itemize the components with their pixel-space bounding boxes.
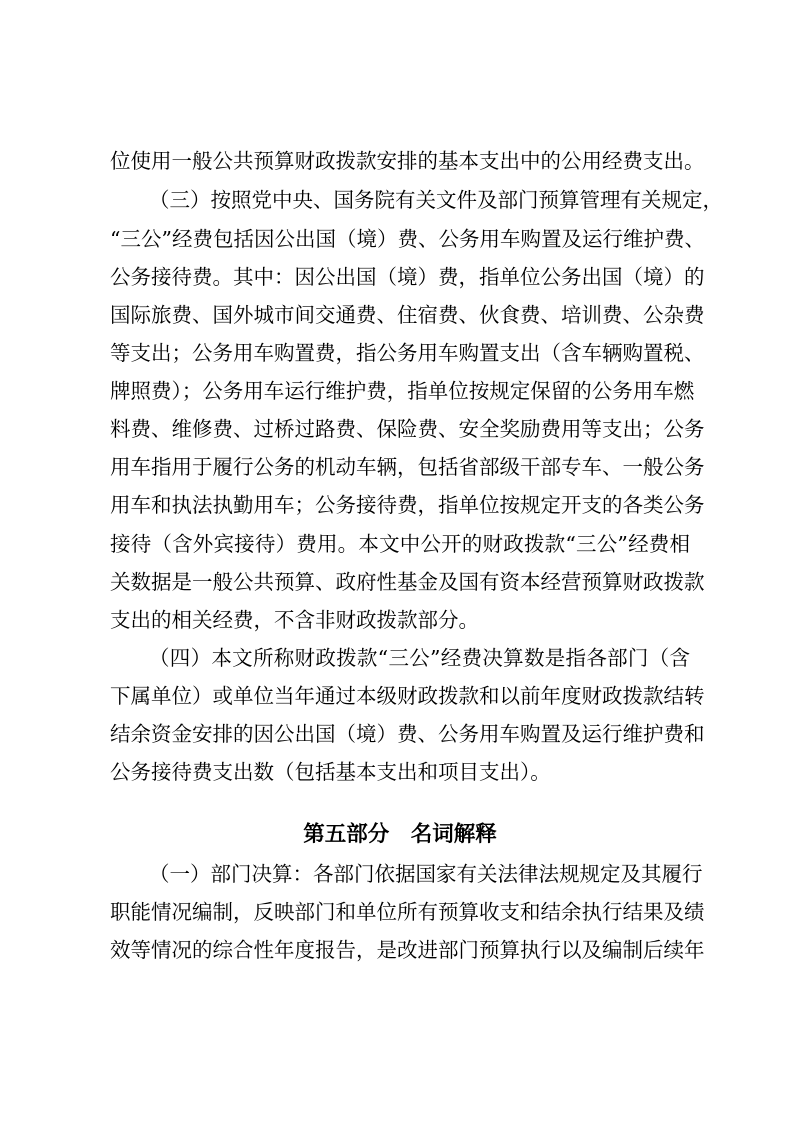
paragraph-line: （三）按照党中央、国务院有关文件及部门预算管理有关规定， — [149, 188, 723, 212]
paragraph-line: “三公”经费包括因公出国（境）费、公务用车购置及运行维护费、 — [110, 227, 705, 251]
paragraph-line: 用车和执法执勤用车；公务接待费，指单位按规定开支的各类公务 — [110, 493, 705, 517]
section-heading: 第五部分 名词解释 — [303, 822, 497, 847]
paragraph-line: 公务接待费。其中：因公出国（境）费，指单位公务出国（境）的 — [110, 265, 705, 289]
paragraph-line: 料费、维修费、过桥过路费、保险费、安全奖励费用等支出；公务 — [110, 417, 705, 441]
paragraph-line: 位使用一般公共预算财政拨款安排的基本支出中的公用经费支出。 — [110, 149, 705, 173]
paragraph-line: 等支出；公务用车购置费，指公务用车购置支出（含车辆购置税、 — [110, 341, 705, 365]
paragraph-line: （四）本文所称财政拨款“三公”经费决算数是指各部门（含 — [149, 646, 690, 670]
paragraph-line: 支出的相关经费，不含非财政拨款部分。 — [110, 608, 479, 632]
paragraph-line: 关数据是一般公共预算、政府性基金及国有资本经营预算财政拨款 — [110, 570, 705, 594]
paragraph-line: 国际旅费、国外城市间交通费、住宿费、伙食费、培训费、公杂费 — [110, 303, 705, 327]
paragraph-line: 效等情况的综合性年度报告，是改进部门预算执行以及编制后续年 — [110, 938, 705, 962]
paragraph-line: （一）部门决算：各部门依据国家有关法律法规规定及其履行 — [149, 862, 703, 886]
paragraph-line: 牌照费）；公务用车运行维护费，指单位按规定保留的公务用车燃 — [110, 379, 695, 403]
paragraph-line: 用车指用于履行公务的机动车辆，包括省部级干部专车、一般公务 — [110, 455, 705, 479]
paragraph-line: 接待（含外宾接待）费用。本文中公开的财政拨款“三公”经费相 — [110, 532, 690, 556]
paragraph-line: 公务接待费支出数（包括基本支出和项目支出）。 — [110, 760, 551, 784]
paragraph-line: 职能情况编制，反映部门和单位所有预算收支和结余执行结果及绩 — [110, 900, 705, 924]
paragraph-line: 下属单位）或单位当年通过本级财政拨款和以前年度财政拨款结转 — [110, 684, 705, 708]
paragraph-line: 结余资金安排的因公出国（境）费、公务用车购置及运行维护费和 — [110, 722, 705, 746]
